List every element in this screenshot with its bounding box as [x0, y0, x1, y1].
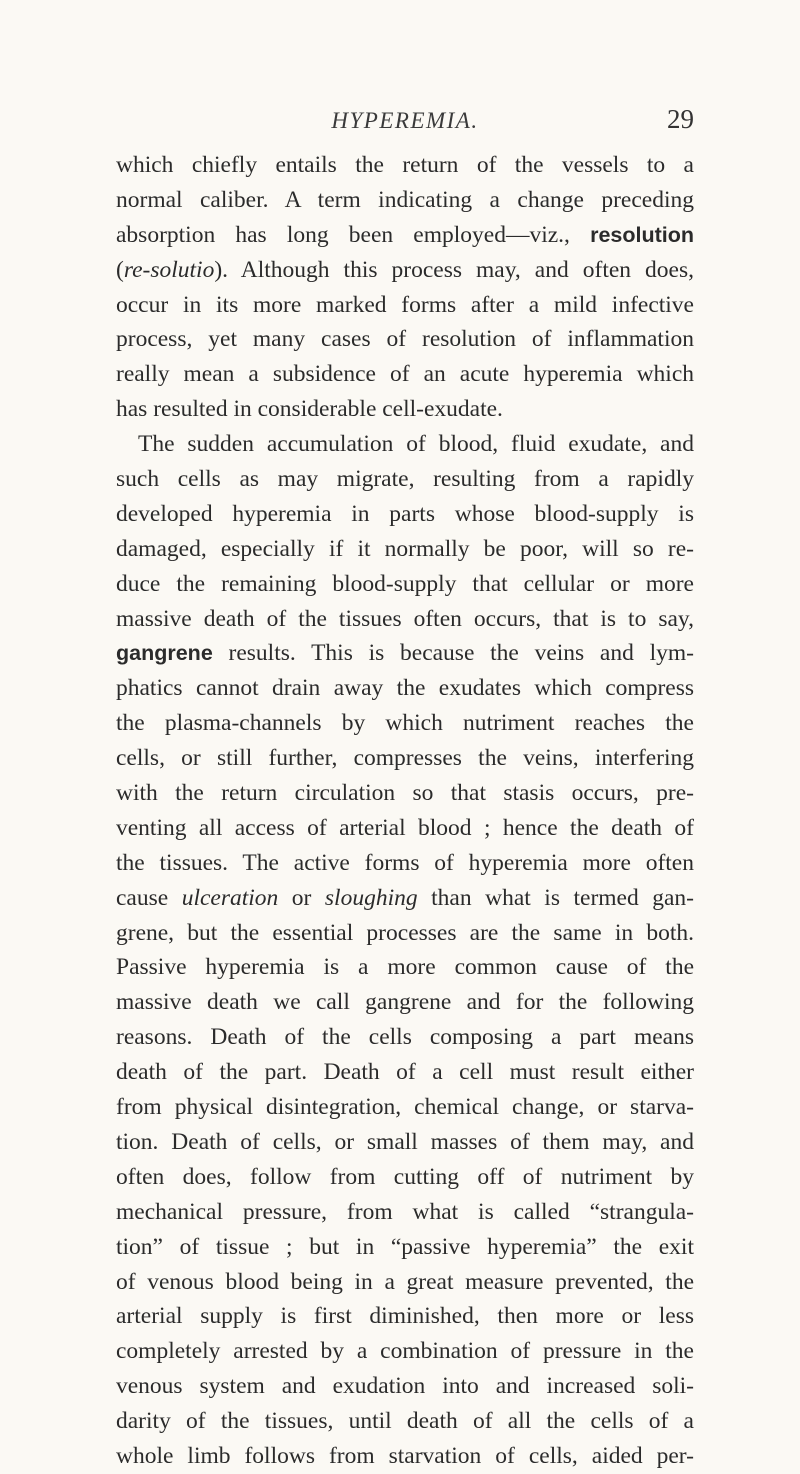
text-line: the plasma-channels by which nutriment reaches the [116, 710, 694, 737]
term-gangrene: gangrene [116, 641, 213, 666]
term-ulceration: ulceration [181, 884, 279, 911]
text-line: cause ulceration or sloughing than what is termed gan- [116, 884, 694, 911]
text-line: tion. Death of cells, or small masses of them may, and [116, 1128, 694, 1155]
page-number: 29 [667, 104, 694, 134]
text-line: with the return circulation so that stasis occurs, pre- [116, 780, 694, 807]
term-re-solutio: re-solutio [123, 256, 215, 283]
text-line: duce the remaining blood-supply that cellular or more [116, 570, 694, 597]
text-line: of venous blood being in a great measure prevented, the [116, 1268, 694, 1295]
text-line: gangrene results. This is because the veins and lym- [116, 640, 694, 667]
text-line: absorption has long been employed—viz., resolution [116, 221, 694, 248]
text-line: such cells as may migrate, resulting from a rapidly [116, 466, 694, 493]
text-line: from physical disintegration, chemical change, or starva- [116, 1094, 694, 1121]
text-line: mechanical pressure, from what is called “strangula- [116, 1198, 694, 1225]
text-line: darity of the tissues, until death of all the cells of a [116, 1408, 694, 1435]
text-line: venous system and exudation into and increased soli- [116, 1373, 694, 1400]
text-line: developed hyperemia in parts whose blood-supply is [116, 500, 694, 527]
text-line: occur in its more marked forms after a mild infective [116, 291, 694, 318]
text-line: has resulted in considerable cell-exudate. [116, 396, 503, 423]
text-line: phatics cannot drain away the exudates which compress [116, 675, 694, 702]
term-sloughing: sloughing [324, 884, 418, 911]
text-line: damaged, especially if it normally be poor, will so re- [116, 535, 694, 562]
text-line: The sudden accumulation of blood, fluid exudate, and [138, 431, 694, 458]
text-line: massive death of the tissues often occurs, that is to say, [116, 605, 694, 632]
text-line: death of the part. Death of a cell must result either [116, 1059, 694, 1086]
text-line: tion” of tissue ; but in “passive hyperemia” the exit [116, 1233, 694, 1260]
text-line: completely arrested by a combination of pressure in the [116, 1338, 694, 1365]
body-text [116, 148, 694, 1474]
text-line: reasons. Death of the cells composing a part means [116, 1024, 694, 1051]
text-line: cells, or still further, compresses the veins, interfering [116, 745, 694, 772]
text-line: often does, follow from cutting off of nutriment by [116, 1163, 694, 1190]
text-line: Passive hyperemia is a more common cause of the [116, 954, 694, 981]
text-line: venting all access of arterial blood ; hence the death of [116, 814, 694, 841]
page-header [116, 104, 694, 144]
text-line: really mean a subsidence of an acute hyperemia which [116, 361, 694, 388]
text-line: the tissues. The active forms of hyperemia more often [116, 849, 694, 876]
text-line: which chiefly entails the return of the vessels to a [116, 152, 694, 178]
text-line: grene, but the essential processes are the same in both. [116, 919, 694, 946]
text-line: process, yet many cases of resolution of inflammation [116, 326, 694, 353]
text-line: normal caliber. A term indicating a change preceding [116, 186, 694, 213]
term-resolution: resolution [590, 222, 694, 247]
text-line: massive death we call gangrene and for the following [116, 989, 694, 1016]
running-head: HYPEREMIA. [331, 108, 479, 133]
text-line: arterial supply is first diminished, then more or less [116, 1303, 694, 1330]
text-line: whole limb follows from starvation of cells, aided per- [116, 1442, 694, 1469]
text-line: (re-solutio). Although this process may, and often does, [116, 256, 694, 283]
